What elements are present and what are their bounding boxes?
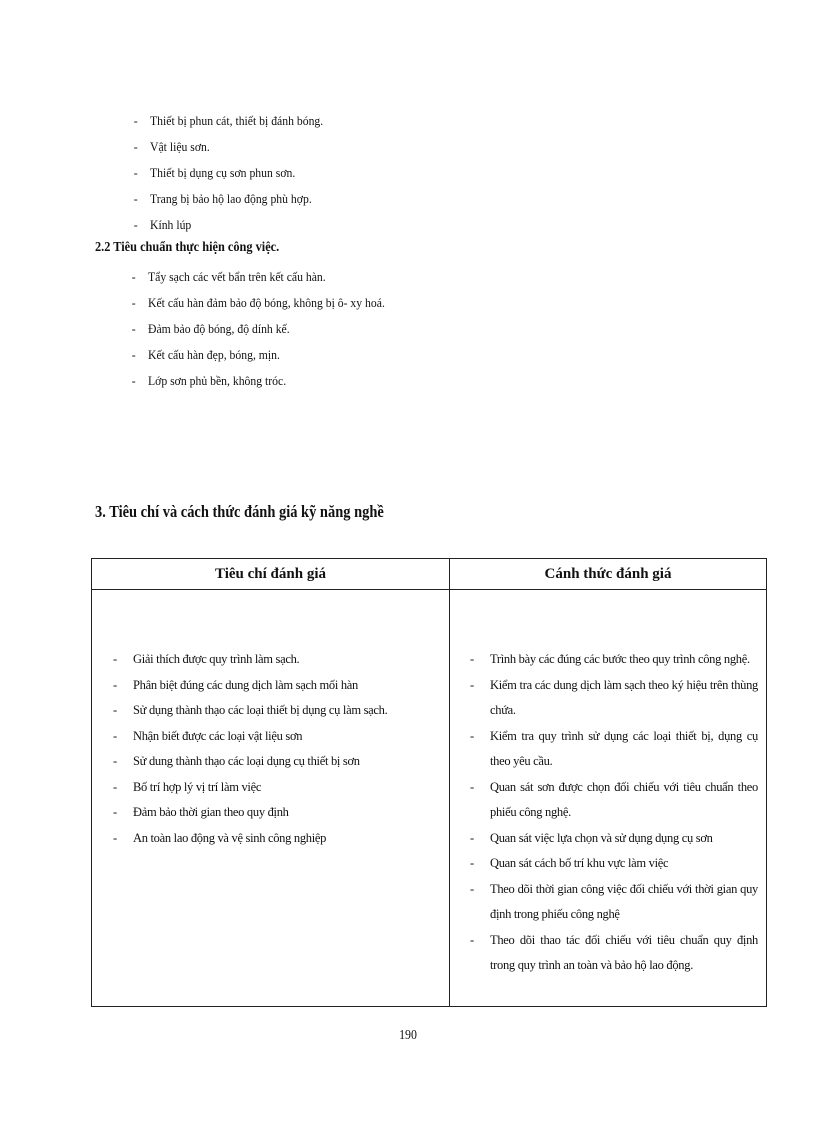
header-method: Cánh thức đánh giá bbox=[544, 566, 672, 582]
equipment-list bbox=[150, 108, 342, 238]
list-item: - Tẩy sạch các vết bẩn trên kết cấu hàn. bbox=[148, 264, 385, 290]
list-item: - Kính lúp bbox=[150, 212, 323, 238]
table-header-row bbox=[92, 559, 766, 590]
table-list-item: - Phân biệt đúng các dung dịch làm sạch mối hàn bbox=[133, 673, 433, 699]
column-divider bbox=[449, 559, 450, 1006]
criteria-list bbox=[133, 647, 433, 851]
table-list-item: - Sử dung thành thạo các loại dụng cụ thiết bị sơn bbox=[133, 749, 433, 775]
list-item: - Trang bị bảo hộ lao động phù hợp. bbox=[150, 186, 323, 212]
table-list-item: - Trình bày các đúng các bước theo quy trình công nghệ. bbox=[490, 647, 758, 673]
list-item: - Kết cấu hàn đảm bảo độ bóng, không bị ô- xy hoá. bbox=[148, 290, 385, 316]
table-list-item: - Quan sát cách bố trí khu vực làm việc bbox=[490, 851, 758, 877]
list-item: - Thiết bị dụng cụ sơn phun sơn. bbox=[150, 160, 323, 186]
list-item: - Lớp sơn phủ bền, không tróc. bbox=[148, 368, 385, 394]
list-item: - Đảm bảo độ bóng, độ dính kế. bbox=[148, 316, 385, 342]
table-list-item: - Quan sát việc lựa chọn và sử dụng dụng cụ sơn bbox=[490, 826, 758, 852]
table-list-item: - An toàn lao động và vệ sinh công nghiệp bbox=[133, 826, 433, 852]
section-heading-3: 3. Tiêu chí và cách thức đánh giá kỹ năng nghề bbox=[95, 502, 384, 521]
table-list-item: - Kiểm tra các dung dịch làm sạch theo ký hiệu trên thùng chứa. bbox=[490, 673, 758, 724]
list-item: - Thiết bị phun cát, thiết bị đánh bóng. bbox=[150, 108, 323, 134]
header-criteria: Tiêu chí đánh giá bbox=[214, 566, 326, 582]
table-list-item: - Theo dõi thời gian công việc đối chiếu với thời gian quy định trong phiếu công nghệ bbox=[490, 877, 758, 928]
table-list-item: - Sử dụng thành thạo các loại thiết bị dụng cụ làm sạch. bbox=[133, 698, 433, 724]
standards-list bbox=[148, 264, 411, 394]
list-item: - Vật liệu sơn. bbox=[150, 134, 323, 160]
table-list-item: - Kiểm tra quy trình sử dụng các loại thiết bị, dụng cụ theo yêu cầu. bbox=[490, 724, 758, 775]
method-list bbox=[490, 647, 758, 979]
list-item: - Kết cấu hàn đẹp, bóng, mịn. bbox=[148, 342, 385, 368]
table-list-item: - Bố trí hợp lý vị trí làm việc bbox=[133, 775, 433, 801]
table-list-item: - Theo dõi thao tác đối chiếu với tiêu chuẩn quy định trong quy trình an toàn và bảo hộ lao động. bbox=[490, 928, 758, 979]
page-number: 190 bbox=[399, 1028, 417, 1043]
section-heading-2-2: 2.2 Tiêu chuẩn thực hiện công việc. bbox=[95, 240, 280, 255]
table-list-item: - Giải thích được quy trình làm sạch. bbox=[133, 647, 433, 673]
table-list-item: - Đảm bảo thời gian theo quy định bbox=[133, 800, 433, 826]
table-list-item: - Quan sát sơn được chọn đối chiếu với tiêu chuẩn theo phiếu công nghệ. bbox=[490, 775, 758, 826]
criteria-table bbox=[91, 558, 767, 1007]
table-list-item: - Nhận biết được các loại vật liệu sơn bbox=[133, 724, 433, 750]
